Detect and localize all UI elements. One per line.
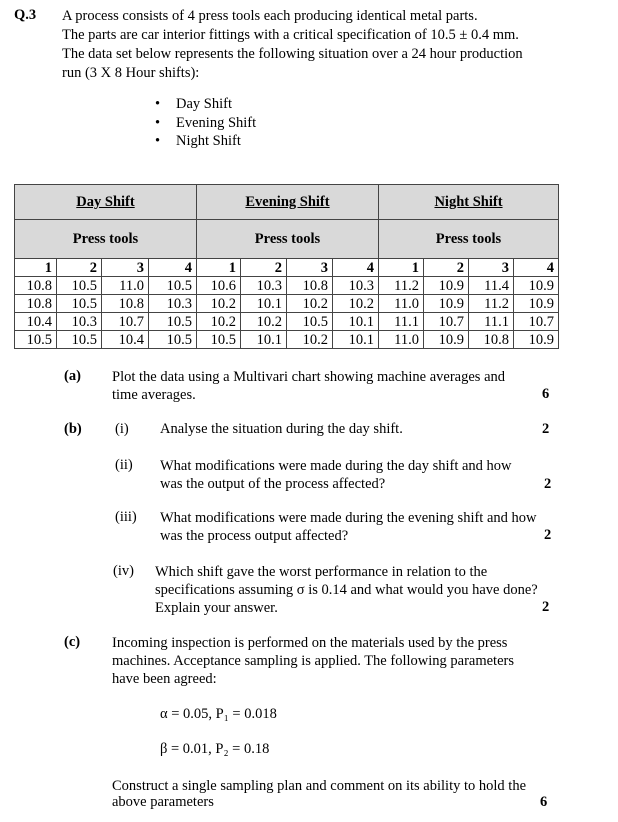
table-cell: 11.0 [379, 295, 424, 313]
text-line: Incoming inspection is performed on the materials used by the press [112, 635, 508, 651]
table-cell: 10.7 [424, 313, 469, 331]
table-cell: 10.2 [241, 313, 287, 331]
part-c-final-text [112, 778, 526, 810]
table-cell: 10.5 [15, 331, 57, 349]
table-row [15, 277, 559, 295]
text-line: was the process output affected? [160, 528, 349, 544]
table-cell: 10.8 [469, 331, 514, 349]
table-cell: 10.5 [149, 313, 197, 331]
table-cell: 10.8 [15, 295, 57, 313]
table-cell: 10.3 [57, 313, 102, 331]
text-line: specifications assuming σ is 0.14 and what would you have done? [155, 582, 538, 598]
press-tools-header: Press tools [197, 220, 379, 259]
text-line: Explain your answer. [155, 600, 278, 616]
table-cell: 10.6 [197, 277, 241, 295]
table-row [15, 331, 559, 349]
table-cell: 10.8 [287, 277, 333, 295]
tool-number: 1 [197, 259, 241, 277]
table-cell: 10.9 [514, 331, 559, 349]
table-cell: 10.4 [102, 331, 149, 349]
part-b-iii-label: (iii) [115, 509, 137, 525]
part-b-ii-text [160, 457, 512, 493]
tool-number: 2 [424, 259, 469, 277]
text-line: Plot the data using a Multivari chart showing machine averages and [112, 369, 506, 385]
tool-number: 3 [102, 259, 149, 277]
table-cell: 10.1 [333, 331, 379, 349]
evening-shift-header: Evening Shift [197, 185, 379, 220]
part-b-i-label: (i) [115, 421, 129, 437]
question-number: Q.3 [14, 7, 37, 23]
param-alpha: α = 0.05, P₁ = 0.018 [160, 706, 277, 722]
table-cell: 10.9 [424, 295, 469, 313]
table-cell: 10.5 [57, 277, 102, 295]
tool-number: 3 [287, 259, 333, 277]
table-cell: 10.2 [197, 295, 241, 313]
table-cell: 10.2 [197, 313, 241, 331]
text-line: Construct a single sampling plan and comment on its ability to hold the [112, 778, 527, 794]
text-line: machines. Acceptance sampling is applied. The following parameters [112, 653, 514, 669]
press-data-table [14, 184, 559, 349]
text-line: Which shift gave the worst performance in relation to the [155, 564, 488, 580]
table-cell: 10.3 [149, 295, 197, 313]
text-line: What modifications were made during the evening shift and how [160, 510, 537, 526]
question-intro [62, 7, 602, 83]
table-cell: 10.7 [102, 313, 149, 331]
tool-number: 4 [149, 259, 197, 277]
part-b-iv-marks: 2 [542, 599, 550, 615]
part-c-label: (c) [64, 634, 81, 650]
param-beta: β = 0.01, P₂ = 0.18 [160, 741, 270, 757]
text-line: was the output of the process affected? [160, 476, 386, 492]
night-shift-header: Night Shift [379, 185, 559, 220]
text-line: What modifications were made during the day shift and how [160, 458, 512, 474]
table-cell: 10.5 [149, 331, 197, 349]
intro-line: A process consists of 4 press tools each producing identical metal parts. [62, 8, 478, 24]
tool-number: 3 [469, 259, 514, 277]
bullet-text: Evening Shift [176, 114, 257, 131]
day-shift-header: Day Shift [15, 185, 197, 220]
part-a-marks: 6 [542, 386, 550, 402]
table-cell: 10.9 [424, 277, 469, 295]
tool-number: 4 [333, 259, 379, 277]
tool-number: 1 [379, 259, 424, 277]
part-b-iii-marks: 2 [544, 527, 552, 543]
table-cell: 11.1 [379, 313, 424, 331]
table-cell: 11.2 [469, 295, 514, 313]
table-cell: 10.5 [149, 277, 197, 295]
table-cell: 10.8 [102, 295, 149, 313]
bullet-item [155, 132, 256, 151]
text-line: above parameters [112, 794, 214, 810]
table-cell: 10.3 [241, 277, 287, 295]
part-b-iv-text [155, 563, 538, 617]
table-cell: 10.5 [287, 313, 333, 331]
table-cell: 10.1 [241, 331, 287, 349]
text-line: have been agreed: [112, 671, 217, 687]
bullet-icon: • [155, 133, 161, 149]
tool-number: 2 [57, 259, 102, 277]
table-cell: 10.7 [514, 313, 559, 331]
table-cell: 10.5 [57, 295, 102, 313]
tool-number-row [15, 259, 559, 277]
table-cell: 10.9 [514, 295, 559, 313]
part-c-text [112, 634, 514, 688]
bullet-item [155, 95, 256, 114]
table-cell: 10.5 [197, 331, 241, 349]
intro-line: run (3 X 8 Hour shifts): [62, 65, 200, 81]
bullet-icon: • [155, 114, 161, 131]
table-cell: 10.2 [287, 331, 333, 349]
table-row [15, 313, 559, 331]
table-cell: 10.1 [241, 295, 287, 313]
bullet-text: Night Shift [176, 133, 241, 149]
press-tools-header: Press tools [379, 220, 559, 259]
part-c-marks: 6 [540, 794, 548, 810]
table-cell: 10.2 [333, 295, 379, 313]
part-b-iv-label: (iv) [113, 563, 134, 579]
part-a-text [112, 368, 505, 404]
tool-number: 4 [514, 259, 559, 277]
table-cell: 10.8 [15, 277, 57, 295]
bullet-icon: • [155, 96, 161, 112]
tool-number: 1 [15, 259, 57, 277]
table-cell: 11.0 [102, 277, 149, 295]
tool-number: 2 [241, 259, 287, 277]
table-cell: 10.3 [333, 277, 379, 295]
table-cell: 10.9 [514, 277, 559, 295]
intro-line: The parts are car interior fittings with a critical specification of 10.5 ± 0.4 mm. [62, 27, 519, 43]
press-tools-header: Press tools [15, 220, 197, 259]
bullet-item [155, 114, 256, 133]
table-cell: 11.4 [469, 277, 514, 295]
table-cell: 11.1 [469, 313, 514, 331]
table-row [15, 295, 559, 313]
part-a-label: (a) [64, 368, 81, 384]
intro-line: The data set below represents the following situation over a 24 hour production [62, 46, 523, 62]
table-cell: 10.4 [15, 313, 57, 331]
shift-bullet-list [155, 95, 256, 151]
table-cell: 10.9 [424, 331, 469, 349]
table-cell: 10.5 [57, 331, 102, 349]
part-b-ii-label: (ii) [115, 457, 133, 473]
part-b-label: (b) [64, 421, 82, 437]
bullet-text: Day Shift [176, 96, 232, 112]
table-cell: 10.1 [333, 313, 379, 331]
table-cell: 10.2 [287, 295, 333, 313]
text-line: time averages. [112, 387, 196, 403]
part-b-ii-marks: 2 [544, 476, 552, 492]
part-b-i-marks: 2 [542, 421, 550, 437]
part-b-i-text: Analyse the situation during the day shift. [160, 421, 403, 437]
table-cell: 11.2 [379, 277, 424, 295]
table-cell: 11.0 [379, 331, 424, 349]
part-b-iii-text [160, 509, 537, 545]
